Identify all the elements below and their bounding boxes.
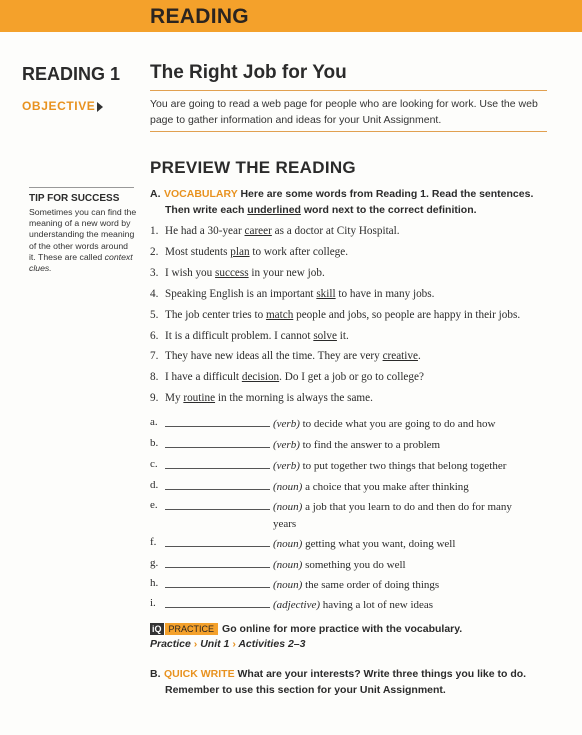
vocabulary-word: skill xyxy=(316,288,336,300)
sentence-number: 4. xyxy=(150,288,159,300)
activity-letter: B. xyxy=(150,668,161,680)
sentence-item xyxy=(150,330,349,342)
sentence-text: The job center tries to xyxy=(165,309,264,321)
sentence-text: to work after college. xyxy=(252,246,349,258)
definition-letter: f. xyxy=(150,536,157,548)
activity-a-line2-pre: Then write each xyxy=(165,203,245,216)
sentence-text: . xyxy=(417,350,421,362)
preview-heading: PREVIEW THE READING xyxy=(150,158,356,177)
sentence-text: It is a difficult problem. I cannot xyxy=(165,330,311,342)
definition-body: something you do well xyxy=(305,559,406,571)
sentence-item xyxy=(150,225,400,237)
definition-text xyxy=(273,437,533,454)
sentence-text: people and jobs, so people are happy in their jobs. xyxy=(296,309,521,321)
banner-title: READING xyxy=(150,5,249,28)
definition-letter: h. xyxy=(150,577,159,589)
definition-text xyxy=(273,458,533,475)
definition-body: getting what you want, doing well xyxy=(305,538,456,550)
iq-badge: iQ xyxy=(152,624,162,634)
vocabulary-word: solve xyxy=(313,330,337,342)
definition-letter: c. xyxy=(150,458,158,470)
sentence-text: it. xyxy=(339,330,349,342)
activity-b-instructions xyxy=(150,667,550,698)
definition-text xyxy=(273,536,533,553)
definition-item xyxy=(150,437,550,454)
sentence-item xyxy=(150,288,434,300)
definition-item xyxy=(150,557,550,574)
definition-item xyxy=(150,597,550,614)
objective-label xyxy=(22,99,103,113)
answer-blank[interactable] xyxy=(165,426,270,427)
definition-text xyxy=(273,499,533,533)
definition-item xyxy=(150,577,550,594)
definition-letter: a. xyxy=(150,416,158,428)
practice-path-2: Unit 1 xyxy=(200,638,230,650)
activity-a-instructions xyxy=(150,187,550,218)
sentence-text: in the morning is always the same. xyxy=(217,392,373,404)
sentence-item xyxy=(150,246,348,258)
activity-a-line2-post: word next to the correct definition. xyxy=(303,203,477,216)
sentence-text: My xyxy=(165,392,181,404)
chevron-right-icon: › xyxy=(193,638,198,650)
part-of-speech: (noun) xyxy=(273,501,303,513)
definition-text xyxy=(273,557,533,574)
tip-term: context clues. xyxy=(29,251,133,274)
sentence-number: 7. xyxy=(150,350,159,362)
tip-body-text: Sometimes you can find the meaning of a new word by understanding the meaning of the other words around it. These are called xyxy=(29,207,137,262)
answer-blank[interactable] xyxy=(165,587,270,588)
part-of-speech: (adjective) xyxy=(273,599,321,611)
sentence-text: Speaking English is an important xyxy=(165,288,314,300)
part-of-speech: (verb) xyxy=(273,460,300,472)
sentence-number: 3. xyxy=(150,267,159,279)
activity-b-line2: Remember to use this section for your Unit Assignment. xyxy=(165,683,446,696)
part-of-speech: (verb) xyxy=(273,439,300,451)
sentence-item xyxy=(150,371,424,383)
practice-path-3: Activities 2–3 xyxy=(238,638,306,650)
definition-body: to find the answer to a problem xyxy=(302,439,441,451)
answer-blank[interactable] xyxy=(165,567,270,568)
definition-body: a job that you learn to do and then do for many years xyxy=(273,501,512,530)
vocabulary-word: career xyxy=(244,225,272,237)
definition-text xyxy=(273,597,533,614)
objective-text: You are going to read a web page for people who are looking for work. Use the web page to gather information and ideas for your Unit Assignment. xyxy=(150,98,538,126)
vocabulary-word: routine xyxy=(183,392,216,404)
part-of-speech: (noun) xyxy=(273,538,303,550)
part-of-speech: (noun) xyxy=(273,579,303,591)
answer-blank[interactable] xyxy=(165,546,270,547)
vocabulary-word: decision xyxy=(241,371,280,383)
divider xyxy=(150,131,547,132)
definition-text xyxy=(273,416,533,433)
sentence-number: 9. xyxy=(150,392,159,404)
tip-divider xyxy=(29,187,134,188)
sentence-number: 2. xyxy=(150,246,159,258)
part-of-speech: (noun) xyxy=(273,481,303,493)
practice-path xyxy=(150,638,305,650)
arrow-right-icon xyxy=(97,102,103,112)
iq-practice-line xyxy=(150,623,462,635)
sentence-number: 5. xyxy=(150,309,159,321)
activity-a-underlined: underlined xyxy=(247,203,301,216)
definition-item xyxy=(150,499,550,533)
definition-item xyxy=(150,536,550,553)
answer-blank[interactable] xyxy=(165,509,270,510)
vocabulary-word: success xyxy=(215,267,249,279)
definition-letter: e. xyxy=(150,499,158,511)
definition-letter: d. xyxy=(150,479,159,491)
sentence-number: 1. xyxy=(150,225,159,237)
sentence-text: to have in many jobs. xyxy=(338,288,435,300)
definition-item xyxy=(150,416,550,433)
definition-letter: b. xyxy=(150,437,159,449)
answer-blank[interactable] xyxy=(165,489,270,490)
definition-letter: i. xyxy=(150,597,156,609)
chevron-right-icon: › xyxy=(232,638,236,650)
activity-a-line1: Here are some words from Reading 1. Read the sentences. xyxy=(240,188,534,200)
activity-letter: A. xyxy=(150,188,161,200)
practice-path-1: Practice xyxy=(150,638,191,650)
sentence-number: 8. xyxy=(150,371,159,383)
sentence-item xyxy=(150,267,325,279)
sentence-text: They have new ideas all the time. They are very xyxy=(165,350,380,362)
sentence-item xyxy=(150,350,421,362)
answer-blank[interactable] xyxy=(165,607,270,608)
answer-blank[interactable] xyxy=(165,447,270,448)
tip-body xyxy=(29,207,137,274)
iq-practice-text: Go online for more practice with the vocabulary. xyxy=(222,623,463,635)
definition-text xyxy=(273,479,533,496)
activity-keyword: VOCABULARY xyxy=(164,188,238,200)
activity-b-line1: What are your interests? Write three things you like to do. xyxy=(237,668,527,680)
definition-body: a choice that you make after thinking xyxy=(305,481,469,493)
section-banner xyxy=(0,0,582,32)
definition-item xyxy=(150,458,550,475)
sentence-text: I have a difficult xyxy=(165,371,240,383)
sentence-text: Most students xyxy=(165,246,228,258)
sentence-number: 6. xyxy=(150,330,159,342)
definition-body: to put together two things that belong together xyxy=(302,460,507,472)
reading-title: The Right Job for You xyxy=(150,62,347,83)
objective-label-text: OBJECTIVE xyxy=(22,99,96,113)
sentence-text: as a doctor at City Hospital. xyxy=(274,225,400,237)
definition-body: the same order of doing things xyxy=(305,579,440,591)
sentence-text: He had a 30-year xyxy=(165,225,242,237)
definition-letter: g. xyxy=(150,557,159,569)
divider xyxy=(150,90,547,91)
sentence-item xyxy=(150,392,373,404)
sentence-text: . Do I get a job or go to college? xyxy=(279,371,424,383)
sentence-text: in your new job. xyxy=(251,267,325,279)
tip-title: TIP FOR SUCCESS xyxy=(29,193,120,204)
part-of-speech: (verb) xyxy=(273,418,300,430)
definition-text xyxy=(273,577,533,594)
part-of-speech: (noun) xyxy=(273,559,303,571)
definition-body: to decide what you are going to do and how xyxy=(302,418,496,430)
sentence-item xyxy=(150,309,520,321)
vocabulary-word: match xyxy=(265,309,294,321)
practice-badge: PRACTICE xyxy=(165,623,219,635)
reading-number-label: READING 1 xyxy=(22,64,121,84)
activity-keyword: QUICK WRITE xyxy=(164,668,235,680)
answer-blank[interactable] xyxy=(165,468,270,469)
sentence-text: I wish you xyxy=(165,267,213,279)
vocabulary-word: plan xyxy=(230,246,250,258)
definition-item xyxy=(150,479,550,496)
definition-body: having a lot of new ideas xyxy=(322,599,434,611)
vocabulary-word: creative xyxy=(382,350,418,362)
